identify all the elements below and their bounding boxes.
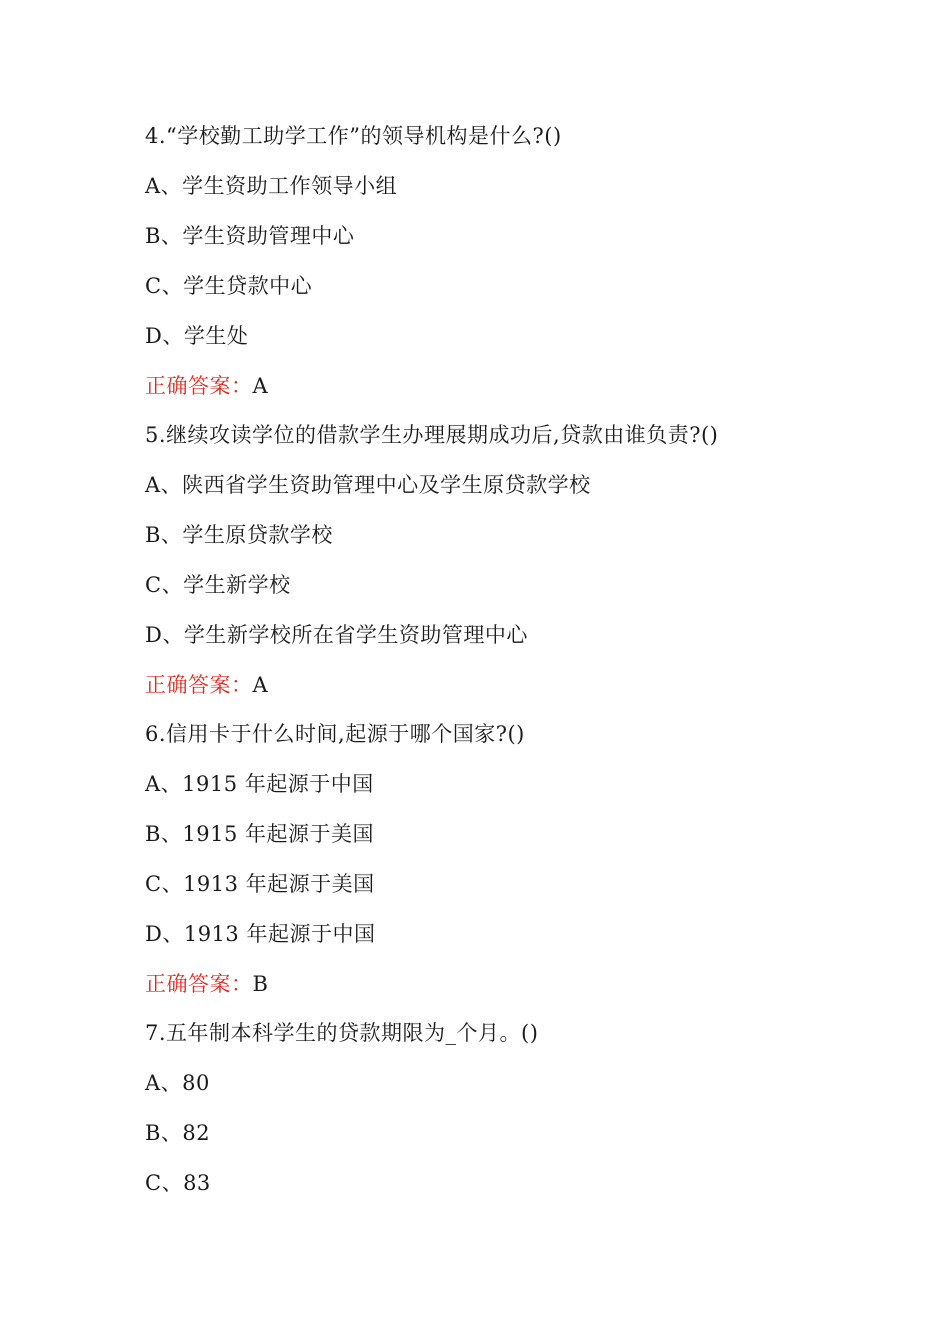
option-d: D、学生处 [145, 324, 249, 348]
answer-label: 正确答案： [145, 673, 253, 697]
option-d: D、1913 年起源于中国 [145, 922, 376, 946]
answer-value: A [252, 374, 269, 398]
option-a: A、80 [145, 1071, 210, 1095]
option-a: A、1915 年起源于中国 [145, 772, 374, 796]
option-c: C、1913 年起源于美国 [145, 872, 375, 896]
question-stem: 7.五年制本科学生的贷款期限为_个月。() [145, 1021, 539, 1045]
correct-answer [145, 372, 268, 400]
question-stem: 4.“学校勤工助学工作”的领导机构是什么?() [145, 124, 562, 148]
option-a: A、陕西省学生资助管理中心及学生原贷款学校 [145, 473, 591, 497]
answer-value: A [252, 673, 269, 697]
question-stem: 5.继续攻读学位的借款学生办理展期成功后,贷款由谁负责?() [145, 423, 719, 447]
correct-answer [145, 671, 268, 699]
option-b: B、学生原贷款学校 [145, 523, 333, 547]
correct-answer [145, 970, 268, 998]
option-b: B、学生资助管理中心 [145, 224, 355, 248]
option-b: B、1915 年起源于美国 [145, 822, 375, 846]
option-c: C、83 [145, 1171, 211, 1195]
answer-value: B [252, 972, 269, 996]
option-b: B、82 [145, 1121, 211, 1145]
question-stem: 6.信用卡于什么时间,起源于哪个国家?() [145, 722, 525, 746]
answer-label: 正确答案： [145, 374, 253, 398]
option-a: A、学生资助工作领导小组 [145, 174, 398, 198]
option-d: D、学生新学校所在省学生资助管理中心 [145, 623, 528, 647]
option-c: C、学生新学校 [145, 573, 291, 597]
answer-label: 正确答案： [145, 972, 253, 996]
option-c: C、学生贷款中心 [145, 274, 313, 298]
